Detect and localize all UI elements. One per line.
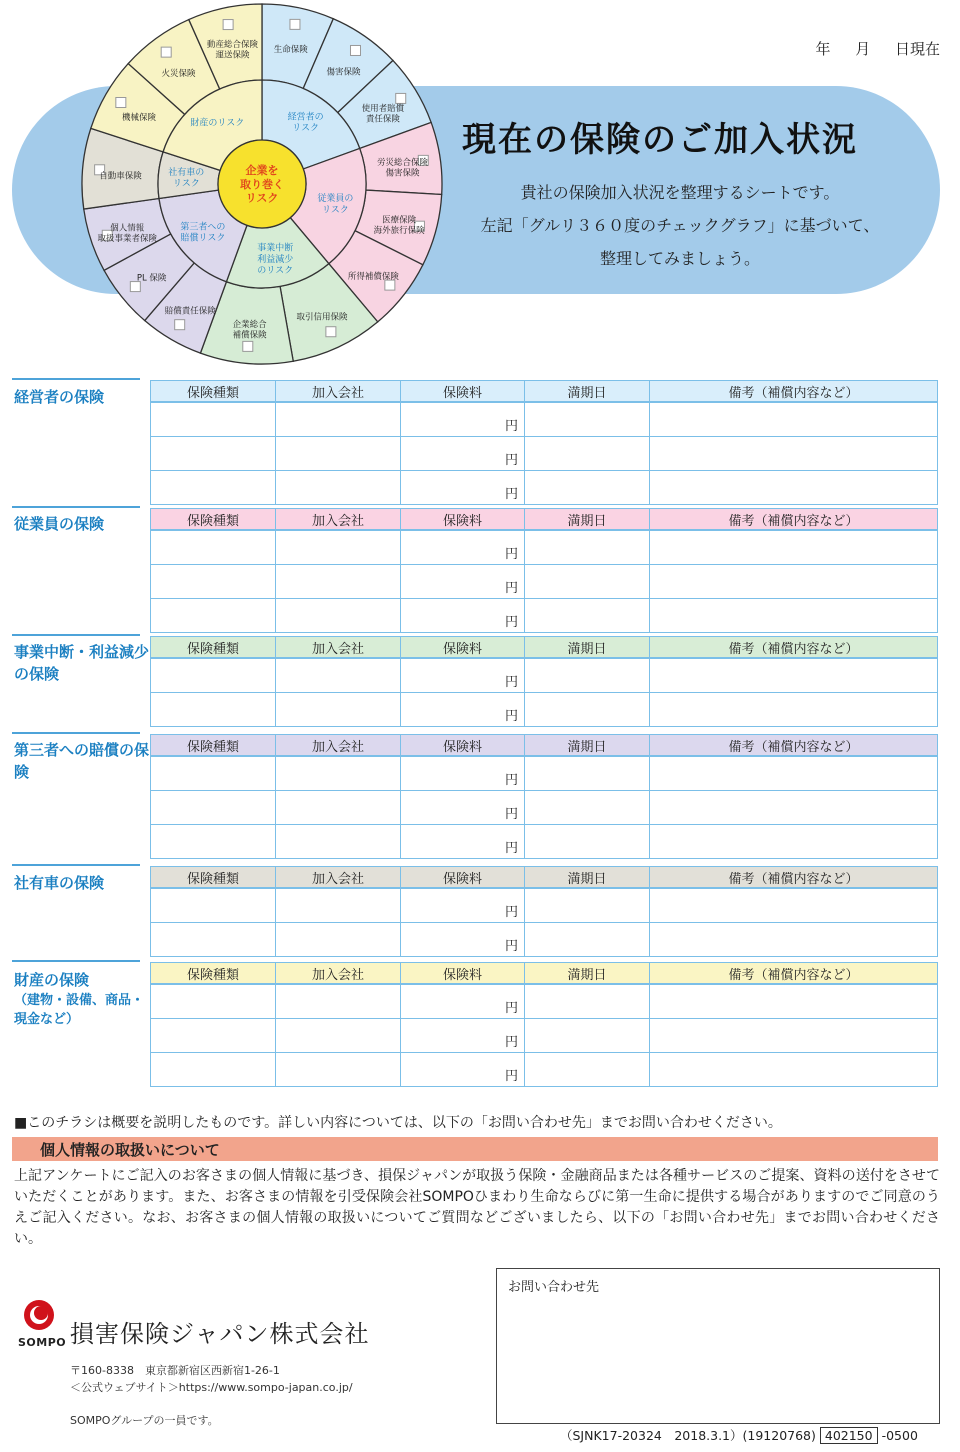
notice-text: ■このチラシは概要を説明したものです。詳しい内容については、以下の「お問い合わせ先」までお問い合わせください。 — [14, 1115, 782, 1131]
wheel-center-label-line: 取り巻く — [240, 177, 284, 191]
entry-cell[interactable] — [650, 888, 938, 923]
entry-cell[interactable] — [151, 599, 276, 633]
section-title — [14, 513, 150, 535]
wheel-item-label — [122, 112, 157, 123]
entry-cell[interactable]: 円 — [401, 888, 525, 923]
entry-cell[interactable]: 円 — [401, 402, 525, 437]
insurance-table — [150, 636, 938, 727]
table-row — [151, 923, 938, 957]
wheel-item-label-line: 個人情報 — [110, 223, 145, 234]
wheel-checkbox[interactable] — [396, 93, 406, 103]
code-b: 402150 — [820, 1427, 878, 1444]
entry-cell[interactable] — [525, 471, 650, 505]
subtitle-line-3: 整理してみましょう。 — [599, 249, 760, 268]
table-row — [151, 471, 938, 505]
section-divider — [12, 864, 140, 866]
section-title-text: 財産の保険 — [14, 971, 90, 989]
entry-cell[interactable] — [650, 825, 938, 859]
wheel-category-label-line: リスク — [292, 123, 320, 134]
wheel-item-label-line: 企業総合 — [232, 320, 267, 331]
entry-cell[interactable]: 円 — [401, 1019, 525, 1053]
wheel-item-label — [99, 171, 142, 182]
entry-cell[interactable]: 円 — [401, 825, 525, 859]
wheel-category-label-line: リスク — [172, 179, 200, 190]
entry-cell[interactable]: 円 — [401, 530, 525, 565]
entry-cell[interactable] — [525, 565, 650, 599]
entry-cell[interactable] — [525, 1053, 650, 1087]
insurance-table — [150, 866, 938, 957]
wheel-center-label-line: 企業を — [245, 164, 279, 178]
wheel-category-label-line: 社有車の — [168, 167, 205, 178]
insurance-table — [150, 508, 938, 633]
entry-cell[interactable] — [276, 471, 401, 505]
table-header-row — [151, 381, 938, 403]
wheel-checkbox[interactable] — [290, 19, 300, 29]
wheel-item-label — [162, 68, 197, 79]
wheel-checkbox[interactable] — [243, 341, 253, 351]
entry-cell[interactable] — [525, 825, 650, 859]
company-name: 損害保険ジャパン株式会社 — [70, 1320, 370, 1348]
document-code — [560, 1426, 918, 1444]
section-title-text: 事業中断・利益減少の保険 — [14, 643, 150, 683]
column-header: 保険料 — [401, 867, 525, 889]
wheel-item-label — [137, 273, 167, 283]
table-row — [151, 565, 938, 599]
entry-cell[interactable] — [650, 756, 938, 791]
entry-cell[interactable] — [151, 437, 276, 471]
column-header: 保険種類 — [151, 637, 276, 659]
wheel-center-label — [240, 163, 284, 205]
wheel-item-label-line: 傷害保険 — [385, 168, 420, 179]
column-header: 加入会社 — [276, 637, 401, 659]
entry-cell[interactable] — [276, 1019, 401, 1053]
entry-cell[interactable] — [151, 471, 276, 505]
entry-cell[interactable] — [151, 791, 276, 825]
entry-cell[interactable] — [151, 984, 276, 1019]
wheel-checkbox[interactable] — [116, 98, 126, 108]
entry-cell[interactable] — [525, 437, 650, 471]
wheel-item-label — [165, 306, 217, 317]
entry-cell[interactable] — [276, 888, 401, 923]
table-row — [151, 1053, 938, 1087]
section-title — [14, 872, 150, 894]
section-divider — [12, 732, 140, 734]
column-header: 加入会社 — [276, 867, 401, 889]
wheel-item-label — [362, 103, 405, 125]
wheel-item-label-line: 海外旅行保険 — [373, 226, 425, 237]
subtitle-line-2: 左記「グルリ３６０度のチェックグラフ」に基づいて、 — [480, 216, 880, 235]
entry-cell[interactable] — [151, 756, 276, 791]
table-row — [151, 530, 938, 565]
wheel-category-label — [288, 110, 324, 133]
wheel-category-label — [180, 220, 225, 243]
entry-cell[interactable] — [151, 658, 276, 693]
wheel-category-label-line: 経営者の — [287, 112, 324, 123]
logo-text: SOMPO — [18, 1336, 67, 1349]
section-divider — [12, 378, 140, 380]
table-row — [151, 1019, 938, 1053]
entry-cell[interactable] — [525, 888, 650, 923]
entry-cell[interactable] — [525, 791, 650, 825]
section-title-text: 経営者の保険 — [14, 388, 105, 406]
wheel-item-label-line: 責任保険 — [365, 114, 400, 125]
date-line: 年 月 日現在 — [815, 40, 940, 58]
sompo-logo-icon — [22, 1298, 56, 1332]
entry-cell[interactable] — [151, 530, 276, 565]
column-header: 加入会社 — [276, 735, 401, 757]
wheel-item-label-line: 医療保険 — [382, 215, 417, 226]
entry-cell[interactable] — [276, 923, 401, 957]
privacy-body: 上記アンケートにご記入のお客さまの個人情報に基づき、損保ジャパンが取扱う保険・金融商品または各種サービスのご提案、資料の送付をさせていただくことがあります。また、お客さまの情報を引受保険会社SOMPOひまわり生命ならびに第一生命に提供する場合がありますのでご同意のうえご記入ください。なお、お客さまの個人情報の取扱いについてご質問などございましたら、以下の「お問い合わせ先」までお問い合わせください。 — [14, 1168, 940, 1247]
entry-cell[interactable] — [650, 565, 938, 599]
column-header: 保険種類 — [151, 963, 276, 985]
risk-check-wheel — [80, 2, 444, 366]
entry-cell[interactable] — [650, 923, 938, 957]
section-divider — [12, 506, 140, 508]
entry-cell[interactable]: 円 — [401, 1053, 525, 1087]
wheel-checkbox[interactable] — [326, 327, 336, 337]
wheel-category-label — [257, 242, 293, 277]
entry-cell[interactable] — [276, 599, 401, 633]
section-title — [14, 641, 150, 685]
column-header: 満期日 — [525, 735, 650, 757]
insurance-table — [150, 962, 938, 1087]
contact-label: お問い合わせ先 — [508, 1280, 600, 1295]
wheel-category-label — [317, 192, 353, 215]
column-header: 保険種類 — [151, 735, 276, 757]
entry-cell[interactable] — [276, 693, 401, 727]
entry-cell[interactable]: 円 — [401, 471, 525, 505]
section-title-text: 従業員の保険 — [14, 515, 105, 533]
column-header: 加入会社 — [276, 963, 401, 985]
wheel-item-label — [233, 319, 268, 341]
entry-cell[interactable]: 円 — [401, 756, 525, 791]
entry-cell[interactable] — [276, 565, 401, 599]
code-c: -0500 — [881, 1428, 918, 1443]
wheel-item-label-line: 傷害保険 — [326, 67, 361, 78]
page-subtitle — [430, 176, 930, 275]
table-header-row — [151, 963, 938, 985]
group-note: SOMPOグループの一員です。 — [70, 1414, 219, 1427]
table-row — [151, 825, 938, 859]
wheel-category-label — [168, 166, 204, 189]
entry-cell[interactable] — [525, 984, 650, 1019]
entry-cell[interactable] — [151, 565, 276, 599]
entry-cell[interactable] — [525, 402, 650, 437]
table-row — [151, 984, 938, 1019]
column-header: 備考（補償内容など） — [650, 963, 938, 985]
entry-cell[interactable] — [650, 1019, 938, 1053]
entry-cell[interactable] — [525, 923, 650, 957]
column-header: 保険種類 — [151, 509, 276, 531]
wheel-category-label-line: リスク — [321, 205, 349, 216]
wheel-checkbox[interactable] — [350, 45, 360, 55]
wheel-item-label-line: 労災総合保険 — [376, 158, 429, 169]
section-subtitle: （建物・設備、商品・現金など） — [14, 993, 145, 1027]
wheel-category-label-line: 第三者への — [180, 222, 226, 233]
wheel-item-label-line: 所得補償保険 — [347, 272, 399, 283]
wheel-item-label-line: 賠償責任保険 — [164, 306, 216, 317]
wheel-item-label-line: 火災保険 — [161, 69, 196, 80]
wheel-category-label-line: 事業中断 — [257, 243, 294, 254]
column-header: 満期日 — [525, 867, 650, 889]
entry-cell[interactable] — [525, 530, 650, 565]
entry-cell[interactable] — [650, 599, 938, 633]
entry-cell[interactable] — [151, 693, 276, 727]
table-header-row — [151, 637, 938, 659]
table-row — [151, 599, 938, 633]
entry-cell[interactable] — [525, 756, 650, 791]
entry-cell[interactable] — [276, 530, 401, 565]
table-row — [151, 437, 938, 471]
entry-cell[interactable] — [525, 599, 650, 633]
entry-cell[interactable] — [276, 1053, 401, 1087]
column-header: 備考（補償内容など） — [650, 735, 938, 757]
entry-cell[interactable] — [525, 1019, 650, 1053]
entry-cell[interactable] — [276, 825, 401, 859]
column-header: 備考（補償内容など） — [650, 509, 938, 531]
column-header: 保険料 — [401, 509, 525, 531]
entry-cell[interactable] — [650, 791, 938, 825]
section-title — [14, 739, 150, 783]
table-header-row — [151, 509, 938, 531]
wheel-category-label-line: 従業員の — [317, 194, 354, 205]
wheel-center-label-line: リスク — [245, 191, 279, 205]
wheel-item-label-line: PL 保険 — [136, 273, 167, 284]
wheel-item-label-line: 取引信用保険 — [296, 312, 348, 323]
table-row — [151, 756, 938, 791]
wheel-category-label-line: 財産のリスク — [190, 118, 245, 129]
page-title: 現在の保険のご加入状況 — [462, 120, 858, 160]
entry-cell[interactable] — [276, 984, 401, 1019]
table-header-row — [151, 735, 938, 757]
wheel-item-label — [274, 44, 309, 55]
column-header: 保険料 — [401, 735, 525, 757]
column-header: 加入会社 — [276, 509, 401, 531]
wheel-item-label — [348, 271, 400, 282]
table-row — [151, 693, 938, 727]
wheel-item-label — [297, 312, 349, 323]
column-header: 満期日 — [525, 381, 650, 403]
wheel-item-label-line: 機械保険 — [122, 112, 157, 123]
section-title — [14, 386, 150, 408]
wheel-item-label-line: 生命保険 — [273, 44, 308, 55]
wheel-item-label-line: 動産総合保険 — [206, 39, 258, 50]
insurance-table — [150, 734, 938, 859]
table-row — [151, 791, 938, 825]
wheel-item-label-line: 取扱事業者保険 — [97, 233, 157, 244]
entry-cell[interactable] — [650, 402, 938, 437]
column-header: 満期日 — [525, 637, 650, 659]
entry-cell[interactable]: 円 — [401, 599, 525, 633]
entry-cell[interactable] — [151, 825, 276, 859]
entry-cell[interactable] — [525, 693, 650, 727]
wheel-item-label — [326, 67, 361, 78]
entry-cell[interactable] — [525, 658, 650, 693]
wheel-category-label-line: 利益減少 — [257, 254, 294, 265]
entry-cell[interactable] — [151, 1053, 276, 1087]
entry-cell[interactable] — [650, 693, 938, 727]
entry-cell[interactable] — [151, 888, 276, 923]
website-line[interactable]: ＜公式ウェブサイト＞https://www.sompo-japan.co.jp/ — [70, 1381, 353, 1394]
column-header: 保険種類 — [151, 381, 276, 403]
company-address — [70, 1362, 353, 1396]
table-row — [151, 888, 938, 923]
entry-cell[interactable] — [276, 437, 401, 471]
entry-cell[interactable] — [650, 530, 938, 565]
column-header: 保険種類 — [151, 867, 276, 889]
section-title-text: 第三者への賠償の保険 — [14, 741, 150, 781]
wheel-category-label — [190, 117, 244, 129]
wheel-checkbox[interactable] — [175, 320, 185, 330]
section-divider — [12, 960, 140, 962]
entry-cell[interactable]: 円 — [401, 658, 525, 693]
column-header: 保険料 — [401, 963, 525, 985]
section-title — [14, 969, 150, 1029]
column-header: 保険料 — [401, 637, 525, 659]
privacy-title: 個人情報の取扱いについて — [40, 1141, 220, 1159]
entry-cell[interactable] — [151, 1019, 276, 1053]
wheel-item-label-line: 使用者賠償 — [361, 104, 405, 115]
column-header: 備考（補償内容など） — [650, 867, 938, 889]
table-row — [151, 658, 938, 693]
entry-cell[interactable]: 円 — [401, 437, 525, 471]
table-row — [151, 402, 938, 437]
column-header: 保険料 — [401, 381, 525, 403]
insurance-table — [150, 380, 938, 505]
entry-cell[interactable]: 円 — [401, 923, 525, 957]
entry-cell[interactable] — [650, 1053, 938, 1087]
wheel-category-label-line: 賠償リスク — [180, 233, 226, 244]
column-header: 満期日 — [525, 963, 650, 985]
entry-cell[interactable] — [276, 402, 401, 437]
code-a: （SJNK17-20324 2018.3.1）(19120768) — [560, 1428, 816, 1443]
column-header: 加入会社 — [276, 381, 401, 403]
entry-cell[interactable]: 円 — [401, 791, 525, 825]
entry-cell[interactable] — [650, 984, 938, 1019]
entry-cell[interactable] — [276, 756, 401, 791]
entry-cell[interactable]: 円 — [401, 984, 525, 1019]
entry-cell[interactable] — [276, 791, 401, 825]
wheel-category-label-line: のリスク — [257, 266, 294, 277]
wheel-checkbox[interactable] — [223, 20, 233, 30]
column-header: 満期日 — [525, 509, 650, 531]
wheel-checkbox[interactable] — [161, 47, 171, 57]
wheel-item-label-line: 補償保険 — [232, 330, 267, 341]
column-header: 備考（補償内容など） — [650, 381, 938, 403]
entry-cell[interactable] — [650, 471, 938, 505]
wheel-item-label-line: 自動車保険 — [99, 171, 142, 182]
subtitle-line-1: 貴社の保険加入状況を整理するシートです。 — [520, 183, 840, 202]
entry-cell[interactable] — [650, 437, 938, 471]
address-line: 〒160-8338 東京都新宿区西新宿1-26-1 — [70, 1364, 280, 1377]
section-title-text: 社有車の保険 — [14, 874, 105, 892]
entry-cell[interactable] — [151, 923, 276, 957]
entry-cell[interactable] — [276, 658, 401, 693]
table-header-row — [151, 867, 938, 889]
entry-cell[interactable]: 円 — [401, 565, 525, 599]
wheel-item-label-line: 運送保険 — [215, 50, 250, 61]
entry-cell[interactable]: 円 — [401, 693, 525, 727]
section-divider — [12, 634, 140, 636]
entry-cell[interactable] — [151, 402, 276, 437]
entry-cell[interactable] — [650, 658, 938, 693]
column-header: 備考（補償内容など） — [650, 637, 938, 659]
